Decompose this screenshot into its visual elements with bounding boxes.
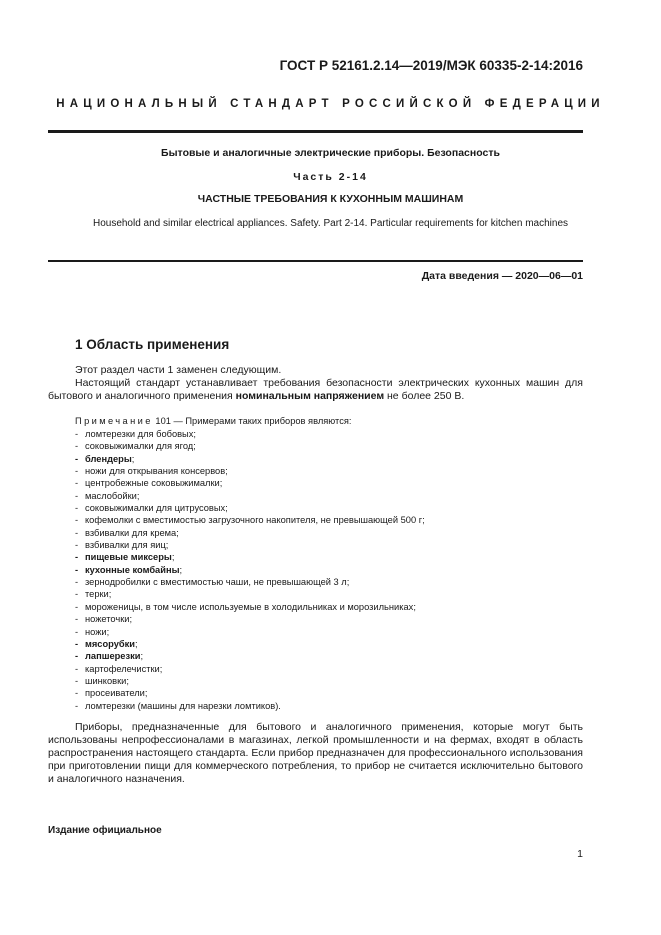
list-item: - кухонные комбайны; bbox=[75, 564, 183, 575]
list-item: - ломтерезки (машины для нарезки ломтиков). bbox=[75, 700, 281, 711]
section-heading: 1 Область применения bbox=[75, 337, 230, 352]
list-item: - взбивалки для крема; bbox=[75, 527, 179, 538]
appliance-list bbox=[75, 428, 425, 712]
term-rated-voltage: номинальным напряжением bbox=[235, 390, 385, 402]
standard-title: ЧАСТНЫЕ ТРЕБОВАНИЯ К КУХОННЫМ МАШИНАМ bbox=[197, 193, 464, 205]
standard-part: Часть 2-14 bbox=[293, 171, 368, 183]
national-standard-heading: НАЦИОНАЛЬНЫЙ СТАНДАРТ РОССИЙСКОЙ ФЕДЕРАЦИИ bbox=[56, 98, 605, 110]
english-title: Household and similar electrical appliances. Safety. Part 2-14. Particular requirements for kitchen machines bbox=[92, 218, 569, 229]
list-item: - картофелечистки; bbox=[75, 663, 163, 674]
document-code: ГОСТ Р 52161.2.14—2019/МЭК 60335-2-14:2016 bbox=[279, 58, 583, 73]
note-label: Примечание bbox=[75, 416, 153, 426]
list-item: - соковыжималки для ягод; bbox=[75, 441, 196, 452]
list-item: - зернодробилки с вместимостью чаши, не превышающей 3 л; bbox=[75, 577, 350, 588]
standard-subject: Бытовые и аналогичные электрические приборы. Безопасность bbox=[161, 147, 500, 159]
list-item: - терки; bbox=[75, 589, 112, 600]
list-item: - ломтерезки для бобовых; bbox=[75, 429, 196, 439]
list-item: - пищевые миксеры; bbox=[75, 552, 175, 563]
introduction-date: Дата введения — 2020—06—01 bbox=[421, 270, 583, 282]
list-item: - мороженицы, в том числе используемые в холодильниках и морозильниках; bbox=[75, 601, 416, 612]
list-item: - просеиватели; bbox=[75, 688, 148, 699]
page-number: 1 bbox=[577, 848, 583, 860]
edition-label: Издание официальное bbox=[48, 825, 162, 836]
list-item: - соковыжималки для цитрусовых; bbox=[75, 503, 228, 514]
list-item: - взбивалки для яиц; bbox=[75, 540, 169, 551]
divider-thick bbox=[48, 130, 583, 133]
paragraph-scope: Настоящий стандарт устанавливает требования безопасности электрических кухонных машин для бытового и аналогичного применения номинальным напряжением не более 250 В. bbox=[48, 377, 583, 402]
paragraph-application: Приборы, предназначенные для бытового и аналогичного применения, которые могут быть использованы непрофессионалами в магазинах, легкой промышленности и на фермах, входят в область распространения настоящего стандарта. Если прибор предназначен для профессионального использования при приготовлении пищи для коммерческого потребления, то прибор не считается исключительно бытового и аналогичного назначения. bbox=[48, 721, 583, 785]
paragraph-replacement: Этот раздел части 1 заменен следующим. bbox=[75, 364, 282, 376]
list-item: - маслобойки; bbox=[75, 490, 140, 501]
list-item: - мясорубки; bbox=[75, 638, 138, 649]
list-item: - шинковки; bbox=[75, 675, 129, 686]
divider-thin bbox=[48, 260, 583, 262]
list-item: - ножеточки; bbox=[75, 614, 133, 625]
list-item: - центробежные соковыжималки; bbox=[75, 478, 223, 489]
list-item: - кофемолки с вместимостью загрузочного накопителя, не превышающей 500 г; bbox=[75, 515, 425, 526]
list-item: - лапшерезки; bbox=[75, 651, 144, 662]
list-item: - ножи для открывания консервов; bbox=[75, 466, 228, 477]
list-item: - ножи; bbox=[75, 626, 110, 637]
list-item: - блендеры; bbox=[75, 453, 135, 464]
note-101: Примечание 101 — Примерами таких приборов являются: bbox=[75, 416, 352, 426]
